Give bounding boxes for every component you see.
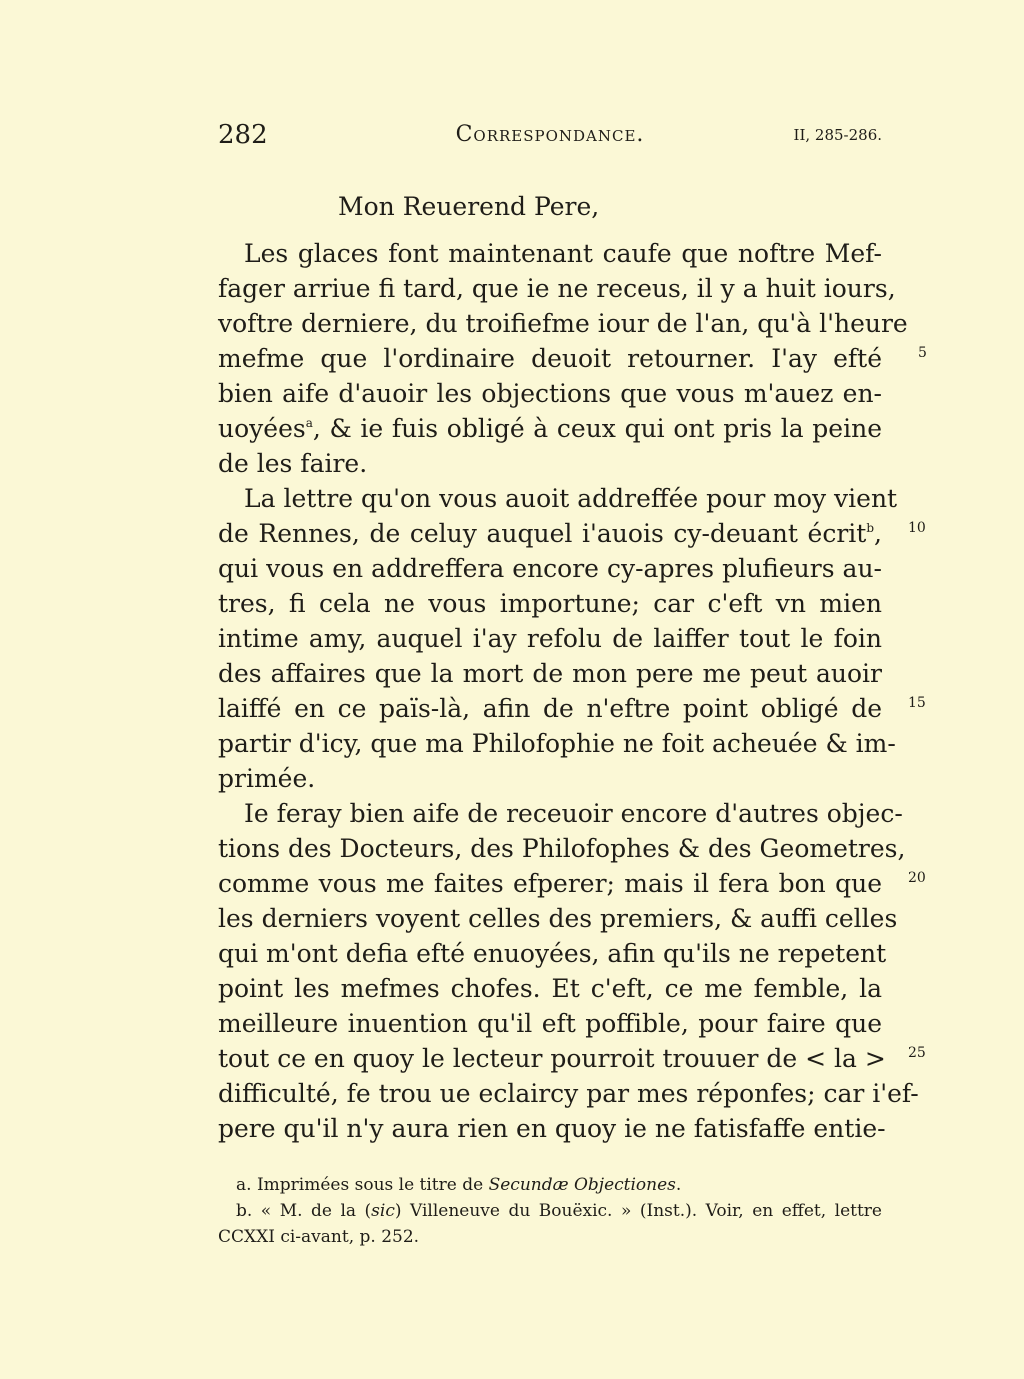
text-line: Ie feray bien aife de receuoir encore d'autres objec-: [244, 799, 903, 828]
footnote-a: [218, 1172, 882, 1198]
text-line: La lettre qu'on vous auoit addreffée pour moy vient: [244, 484, 898, 513]
text-line: qui vous en addreffera encore cy-apres plufieurs au-: [218, 554, 882, 583]
text-line: meilleure inuention qu'il eft poffible, pour faire que: [218, 1009, 882, 1038]
line-number: 20: [908, 870, 926, 886]
running-title: Correspondance.: [455, 122, 645, 147]
text-line: bien aife d'auoir les objections que vous m'auez en-: [218, 379, 882, 408]
line-number: 15: [908, 695, 926, 711]
text-fragment: de Rennes, de celuy auquel i'auois cy-deuant écrit: [218, 519, 867, 548]
paragraph-1: [218, 236, 908, 481]
footnote-sic: sic: [371, 1201, 395, 1221]
text-line: qui m'ont defia efté enuoyées, afin qu'ils ne repetent: [218, 939, 887, 968]
page-number: 282: [218, 120, 268, 150]
text-line: mefme que l'ordinaire deuoit retourner. I'ay efté: [218, 344, 882, 373]
footnote-marker-a: a: [305, 416, 313, 430]
line-number: 10: [908, 520, 926, 536]
text-fragment: uoyées: [218, 414, 306, 443]
page-reference: II, 285-286.: [793, 126, 882, 144]
text-line: tres, fi cela ne vous importune; car c'eft vn mien: [218, 589, 882, 618]
text-line: de les faire.: [218, 449, 368, 478]
text-line: difficulté, fe trou ue eclaircy par mes réponfes; car i'ef-: [218, 1079, 919, 1108]
text-line: pere qu'il n'y aura rien en quoy ie ne fatisfaffe entie-: [218, 1114, 886, 1143]
footnote-label: a.: [236, 1175, 252, 1195]
footnote-b: [218, 1198, 882, 1224]
text-line: voftre derniere, du troifiefme iour de l'an, qu'à l'heure: [218, 309, 908, 338]
text-line: intime amy, auquel i'ay refolu de laiffer tout le foin: [218, 624, 882, 653]
footnote-marker-b: b: [866, 521, 875, 535]
text-line: comme vous me faites efperer; mais il fera bon que: [218, 869, 882, 898]
footnote-label: b.: [236, 1201, 253, 1221]
text-line: tions des Docteurs, des Philofophes & des Geometres,: [218, 834, 906, 863]
footnote-text: Imprimées sous le titre de: [256, 1175, 484, 1195]
text-line: tout ce en quoy le lecteur pourroit trouuer de < la >: [218, 1044, 886, 1073]
line-number: 5: [918, 345, 927, 361]
text-line: les derniers voyent celles des premiers, & auffi celles: [218, 904, 898, 933]
text-line: laiffé en ce païs-là, afin de n'eftre point obligé de: [218, 694, 882, 723]
footnote-text: .: [675, 1175, 682, 1195]
text-line: point les mefmes chofes. Et c'eft, ce me femble, la: [218, 974, 882, 1003]
line-number: 25: [908, 1045, 926, 1061]
salutation: Mon Reuerend Pere,: [338, 192, 600, 221]
footnote-title: Secundæ Objectiones: [488, 1175, 676, 1195]
text-line: fager arriue fi tard, que ie ne receus, il y a huit iours,: [218, 274, 896, 303]
text-fragment: , & ie fuis obligé à ceux qui ont pris la peine: [312, 414, 882, 443]
footnote-text: « M. de la (: [260, 1201, 372, 1221]
text-line: partir d'icy, que ma Philofophie ne foit acheuée & im-: [218, 729, 896, 758]
footnote-b-continuation: CCXXI ci-avant, p. 252.: [218, 1227, 420, 1247]
page-header: [218, 120, 882, 160]
text-line: primée.: [218, 764, 316, 793]
footnotes: [218, 1172, 882, 1250]
text-fragment: ,: [874, 519, 882, 548]
footnote-text: ) Villeneuve du Bouëxic. » (Inst.). Voir, en effet, lettre: [394, 1201, 882, 1221]
text-line: [218, 516, 882, 551]
paragraph-2: [218, 481, 898, 796]
text-line: des affaires que la mort de mon pere me peut auoir: [218, 659, 882, 688]
text-line: Les glaces font maintenant caufe que noftre Mef-: [244, 239, 882, 268]
text-line: [218, 411, 882, 446]
